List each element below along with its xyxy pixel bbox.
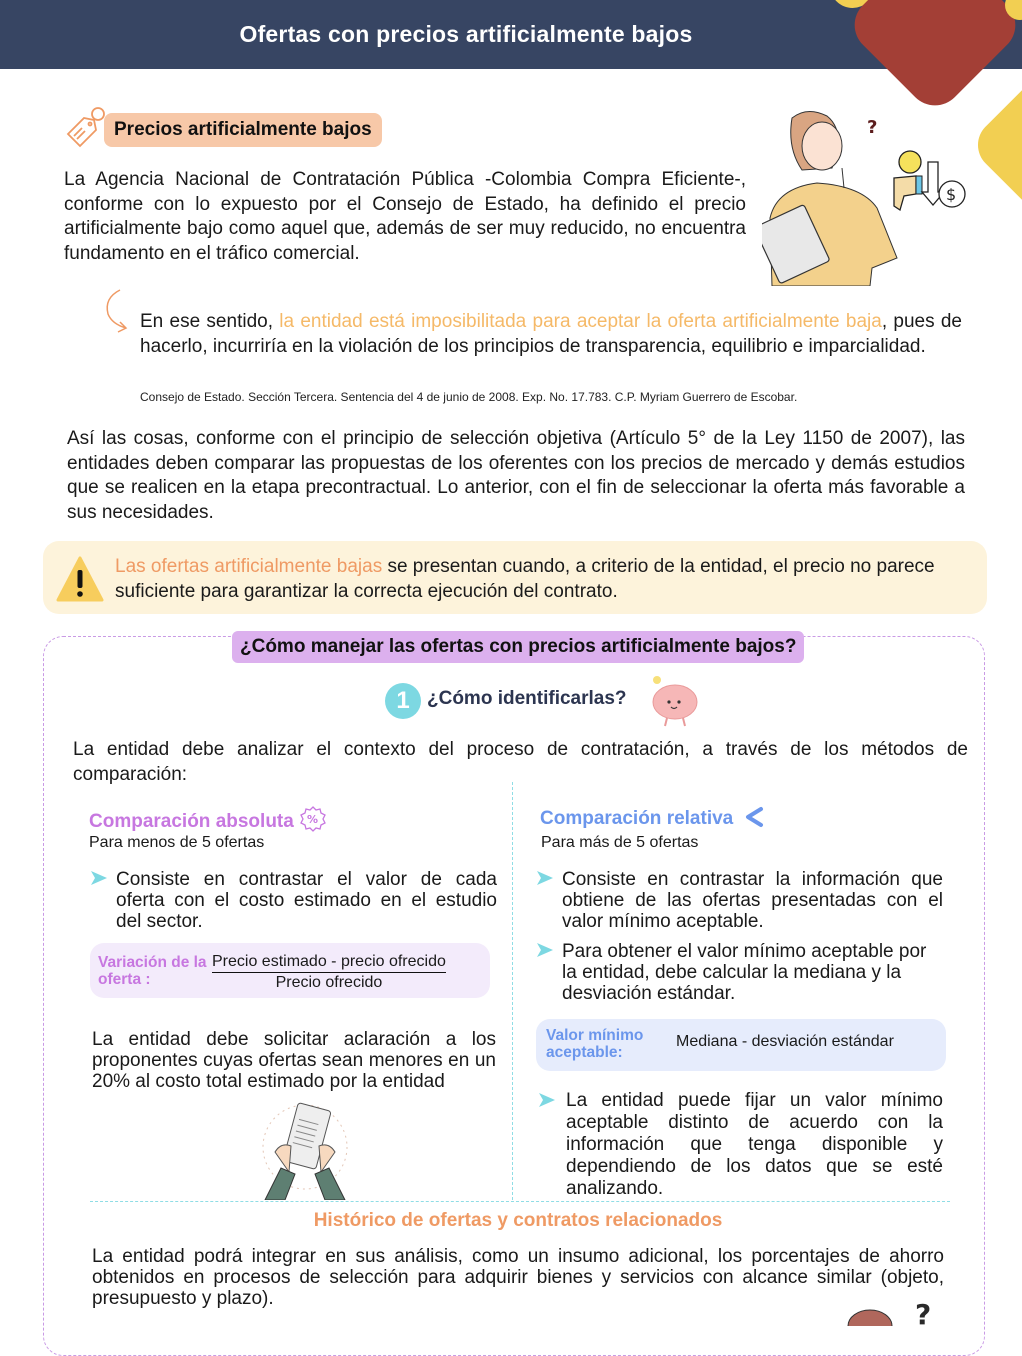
relative-bullet: La entidad puede fijar un valor mínimo aceptable distinto de acuerdo con la información que tenga disponible y dependiendo de los datos que se esté analizando. (566, 1090, 943, 1199)
quote-highlight: la entidad está imposibilitada para aceptar la oferta artificialmente baja (279, 311, 882, 332)
absolute-comparison-title (89, 806, 327, 833)
warning-text (115, 555, 965, 604)
quote-text: , pues de hacerlo, incurriría en la violación de los principios de transparencia, equilibrio e imparcialidad. (140, 311, 962, 357)
intro-paragraph: La Agencia Nacional de Contratación Pública -Colombia Compra Eficiente-, conforme con lo expuesto por el Consejo de Estado, ha definido el precio artificialmente bajo como aquel que, además de ser muy reducido, no encuentra fundamento en el tráfico comercial. (64, 169, 746, 264)
price-tag-icon (62, 106, 106, 150)
thinking-person-illustration (845, 1296, 945, 1326)
absolute-title-text: Comparación absoluta (89, 811, 294, 832)
formula-denominator: Precio ofrecido (275, 974, 383, 991)
history-title: Histórico de ofertas y contratos relacionados (313, 1210, 723, 1231)
bullet-arrow-icon (90, 870, 108, 886)
section-tag: Precios artificialmente bajos (104, 113, 382, 147)
relative-bullet: Para obtener el valor mínimo aceptable por la entidad, debe calcular la mediana y la desviación estándar. (562, 941, 927, 1004)
less-than-icon (743, 806, 765, 828)
decorative-shape-yellow (967, 67, 1022, 223)
absolute-bullet: Consiste en contrastar el valor de cada oferta con el costo estimado en el estudio del sector. (116, 869, 497, 932)
methods-intro: La entidad debe analizar el contexto del proceso de contratación, a través de los métodos de comparación: (73, 739, 968, 785)
bullet-arrow-icon (536, 870, 554, 886)
absolute-note: La entidad debe solicitar aclaración a los proponentes cuyas ofertas sean menores en un 20% al costo total estimado por la entidad (92, 1029, 496, 1092)
svg-text:%: % (307, 813, 319, 826)
svg-text:?: ? (915, 1298, 932, 1326)
step-number-badge: 1 (385, 683, 421, 719)
svg-text:$: $ (946, 185, 957, 204)
bullet-arrow-icon (538, 1092, 556, 1108)
column-divider (512, 782, 513, 1200)
citation: Consejo de Estado. Sección Tercera. Sentencia del 4 de junio de 2008. Exp. No. 17.783. C.P. Myriam Guerrero de Escobar. (140, 390, 798, 404)
curved-arrow-icon (100, 288, 130, 336)
minimum-value-formula-box (536, 1019, 946, 1071)
receipt-hands-illustration (245, 1102, 365, 1200)
warning-icon (56, 556, 104, 602)
relative-comparison-subtitle: Para más de 5 ofertas (541, 834, 699, 851)
warning-highlight: Las ofertas artificialmente bajas (115, 556, 383, 577)
svg-text:?: ? (867, 117, 878, 138)
formula-label: Valor mínimo aceptable: (546, 1027, 644, 1061)
relative-bullet: Consiste en contrastar la información que obtiene de las ofertas presentadas con el valor mínimo aceptable. (562, 869, 943, 932)
formula-value: Mediana - desviación estándar (676, 1033, 894, 1050)
bullet-arrow-icon (536, 942, 554, 958)
section-divider (90, 1201, 950, 1202)
absolute-comparison-subtitle: Para menos de 5 ofertas (89, 834, 265, 851)
step-title: ¿Cómo identificarlas? (427, 688, 627, 709)
selection-paragraph: Así las cosas, conforme con el principio de selección objetiva (Artículo 5° de la Ley 1150 de 2007), las entidades deben comparar las propuestas de los oferentes con los precios de mercado y demás estudios que se realicen en la etapa precontractual. Lo anterior, con el fin de seleccionar la oferta más favorable a sus necesidades. (67, 428, 965, 523)
history-paragraph: La entidad podrá integrar en sus análisis, como un insumo adicional, los porcentajes de ahorro obtenidos en procesos de selección para adquirir bienes y servicios con alcance similar (objeto, presupuesto y plazo). (92, 1246, 944, 1309)
relative-title-text: Comparación relativa (540, 808, 734, 829)
quote-paragraph (140, 310, 962, 359)
how-section-title: ¿Cómo manejar las ofertas con precios artificialmente bajos? (232, 631, 804, 663)
brain-mascot-icon (645, 672, 701, 728)
warning-body: se presentan cuando, a criterio de la entidad, el precio no parece suficiente para garantizar la correcta ejecución del contrato. (115, 556, 935, 602)
page-title: Ofertas con precios artificialmente bajos (239, 21, 693, 47)
formula-label: Variación de la oferta : (98, 954, 207, 988)
quote-text: En ese sentido, (140, 311, 280, 332)
formula-fraction (212, 952, 446, 993)
relative-comparison-title (540, 806, 765, 830)
percent-badge-icon (299, 806, 327, 832)
variation-formula-box (90, 943, 490, 998)
formula-numerator: Precio estimado - precio ofrecido (212, 952, 446, 973)
thumbs-down-price-icon (886, 140, 972, 215)
